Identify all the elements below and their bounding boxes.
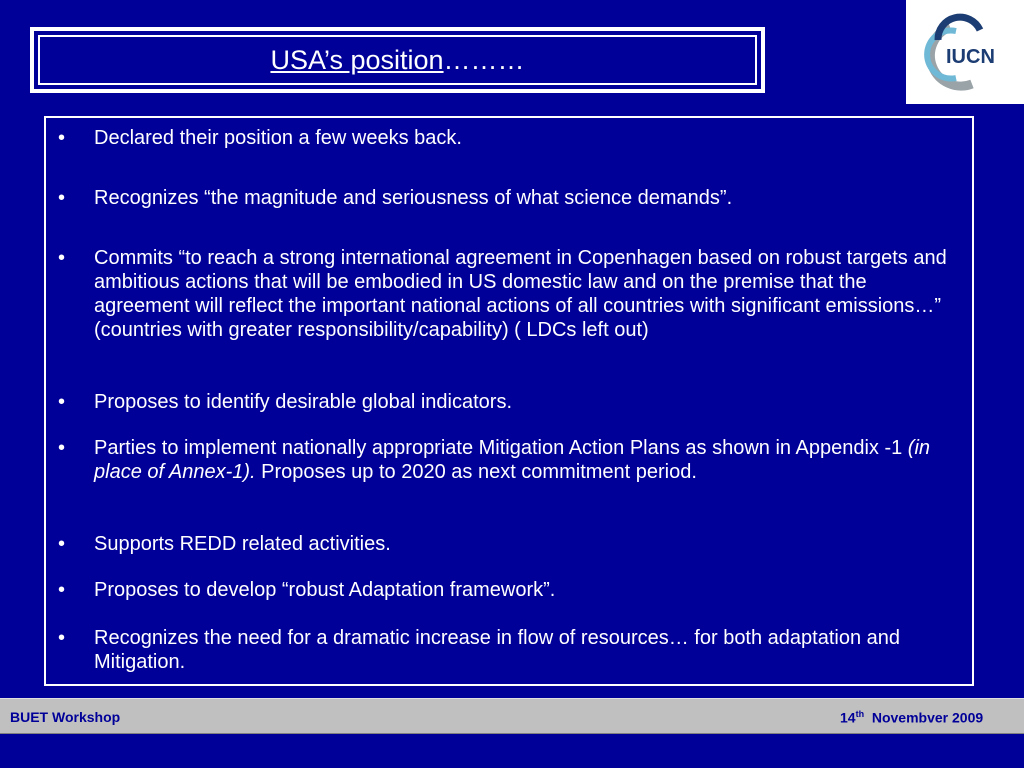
footer-date xyxy=(840,709,983,726)
bullet-dot: • xyxy=(58,533,66,555)
bullet-text xyxy=(94,532,960,556)
footer-event: BUET Workshop xyxy=(10,709,121,725)
bullet-text-part: Recognizes “the magnitude and seriousness of what science demands”. xyxy=(94,187,733,209)
bullet-text-part: Proposes up to 2020 as next commitment period. xyxy=(255,461,697,483)
bullet-text xyxy=(94,626,960,674)
iucn-logo-icon xyxy=(906,0,1024,104)
bullet-text xyxy=(94,186,960,210)
bullet-text xyxy=(94,436,960,484)
footer-date-suffix: th xyxy=(855,709,865,719)
footer-bar xyxy=(0,698,1024,734)
footer-date-day: 14 xyxy=(840,709,856,726)
slide-title xyxy=(270,45,524,76)
bullet-dot: • xyxy=(58,391,66,413)
bullet-text-part: Proposes to develop “robust Adaptation framework”. xyxy=(94,579,556,601)
content-frame xyxy=(44,116,974,686)
bullet-dot: • xyxy=(58,627,66,649)
bullet-text xyxy=(94,390,960,414)
bullet-text-part: Declared their position a few weeks back. xyxy=(94,127,462,149)
bullet-text-part: Commits “to reach a strong international agreement in Copenhagen based on robust targets and ambitious actions that will be embodied in US domestic law and on the premise that the agreement will reflect the important national actions of all countries with significant emissions…” (countries with greater responsibility/capability) ( LDCs left out) xyxy=(94,247,947,341)
bullet-dot: • xyxy=(58,187,66,209)
bullet-dot: • xyxy=(58,127,66,149)
bullet-text xyxy=(94,578,960,602)
bullet-text xyxy=(94,246,960,342)
bullet-text-part: Recognizes the need for a dramatic increase in flow of resources… for both adaptation and Mitigation. xyxy=(94,627,901,673)
title-inner-frame xyxy=(38,35,757,85)
slide-title-suffix: ……… xyxy=(443,44,525,75)
logo-text: IUCN xyxy=(946,46,995,68)
bullet-dot: • xyxy=(58,579,66,601)
bullet-text xyxy=(94,126,960,150)
bullet-text-part: Supports REDD related activities. xyxy=(94,533,391,555)
slide-title-main: USA’s position xyxy=(270,44,444,75)
bullet-text-part: Parties to implement nationally appropriate Mitigation Action Plans as shown in Appendix -1 xyxy=(94,437,908,459)
iucn-logo xyxy=(906,0,1024,104)
bullet-dot: • xyxy=(58,437,66,459)
footer-date-rest: Novembver 2009 xyxy=(871,709,984,726)
bullet-text-part: Proposes to identify desirable global indicators. xyxy=(94,391,513,413)
bullet-text-part: (in place of Annex-1). xyxy=(94,437,931,483)
bullet-dot: • xyxy=(58,247,66,269)
title-frame xyxy=(30,27,765,93)
